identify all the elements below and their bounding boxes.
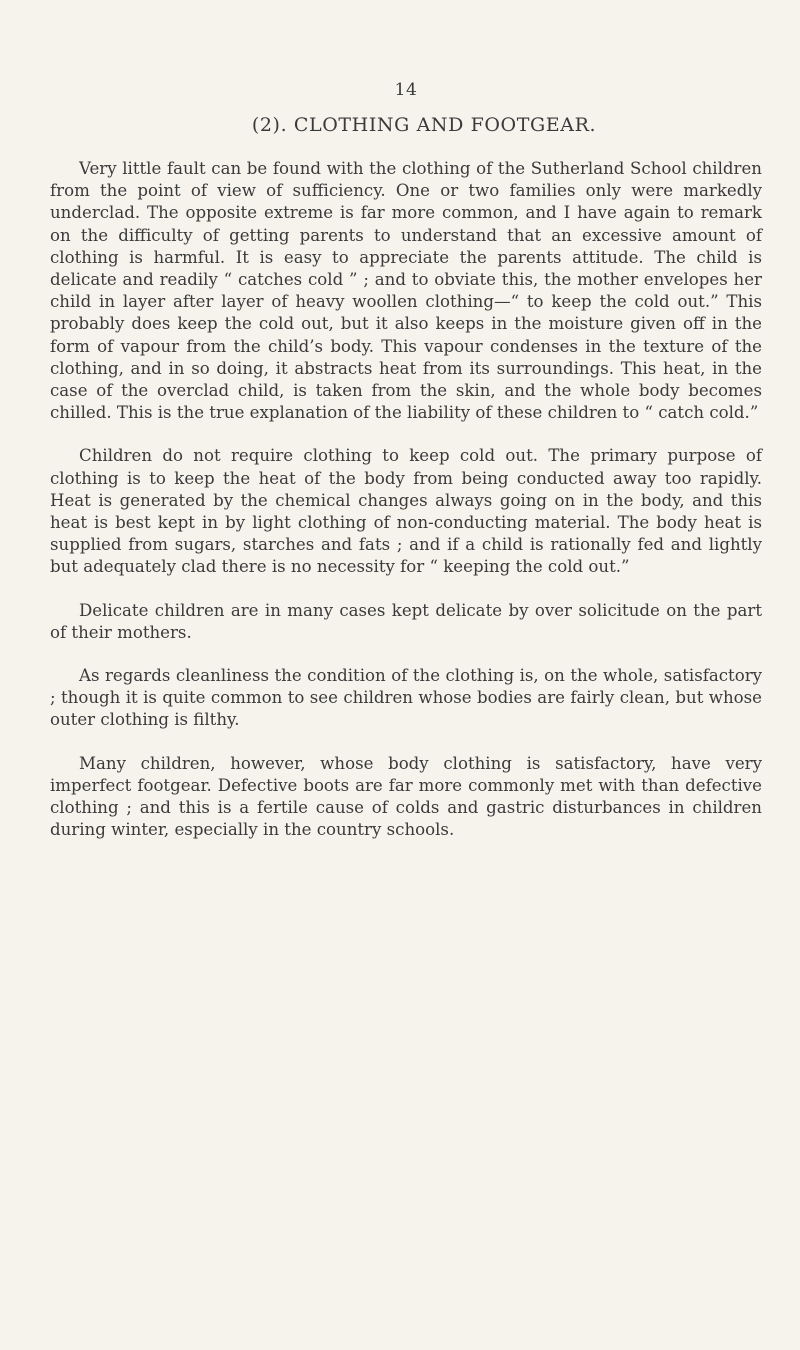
page-number: 14 [394,80,418,100]
paragraph-delicate-children: Delicate children are in many cases kept delicate by over solicitude on the part of their mothers. [50,600,762,642]
paragraph-purpose-of-clothing: Children do not require clothing to keep cold out. The primary purpose of clothing is to keep the heat of the body from being conducted away too rapidly. Heat is generated by the chemical changes always going on in the body, and this heat is best kept in by light clothing of non-conducting material. The body heat is supplied from sugars, starches and fats ; and if a child is rationally fed and lightly but adequately clad there is no necessity for “ keeping the cold out.” [50,446,762,577]
paragraph-clothing-sufficiency: Very little fault can be found with the clothing of the Sutherland School children from the point of view of sufficiency. One or two families only were markedly underclad. The opposite extreme is far more common, and I have again to remark on the difficulty of getting parents to understand that an excessive amount of clothing is harmful. It is easy to appreciate the parents attitude. The child is delicate and readily “ catches cold ” ; and to obviate this, the mother envelopes her child in layer after layer of heavy woollen clothing—“ to keep the cold out.” This probably does keep the cold out, but it also keeps in the moisture given off in the form of vapour from the child’s body. This vapour condenses in the texture of the clothing, and in so doing, it abstracts heat from its surroundings. This heat, in the case of the overclad child, is taken from the skin, and the whole body becomes chilled. This is the true explanation of the liability of these children to “ catch cold.” [50,159,762,423]
section-title: (2). CLOTHING AND FOOTGEAR. [251,114,597,136]
paragraph-footgear: Many children, however, whose body clothing is satisfactory, have very imperfect footgear. Defective boots are far more commonly met with than defective clothing ; and this is a fertile cause of colds and gastric disturbances in children during winter, especially in the country schools. [50,753,762,840]
paragraph-cleanliness: As regards cleanliness the condition of the clothing is, on the whole, satisfactory ; though it is quite common to see children whose bodies are fairly clean, but whose outer clothing is filthy. [50,666,762,730]
